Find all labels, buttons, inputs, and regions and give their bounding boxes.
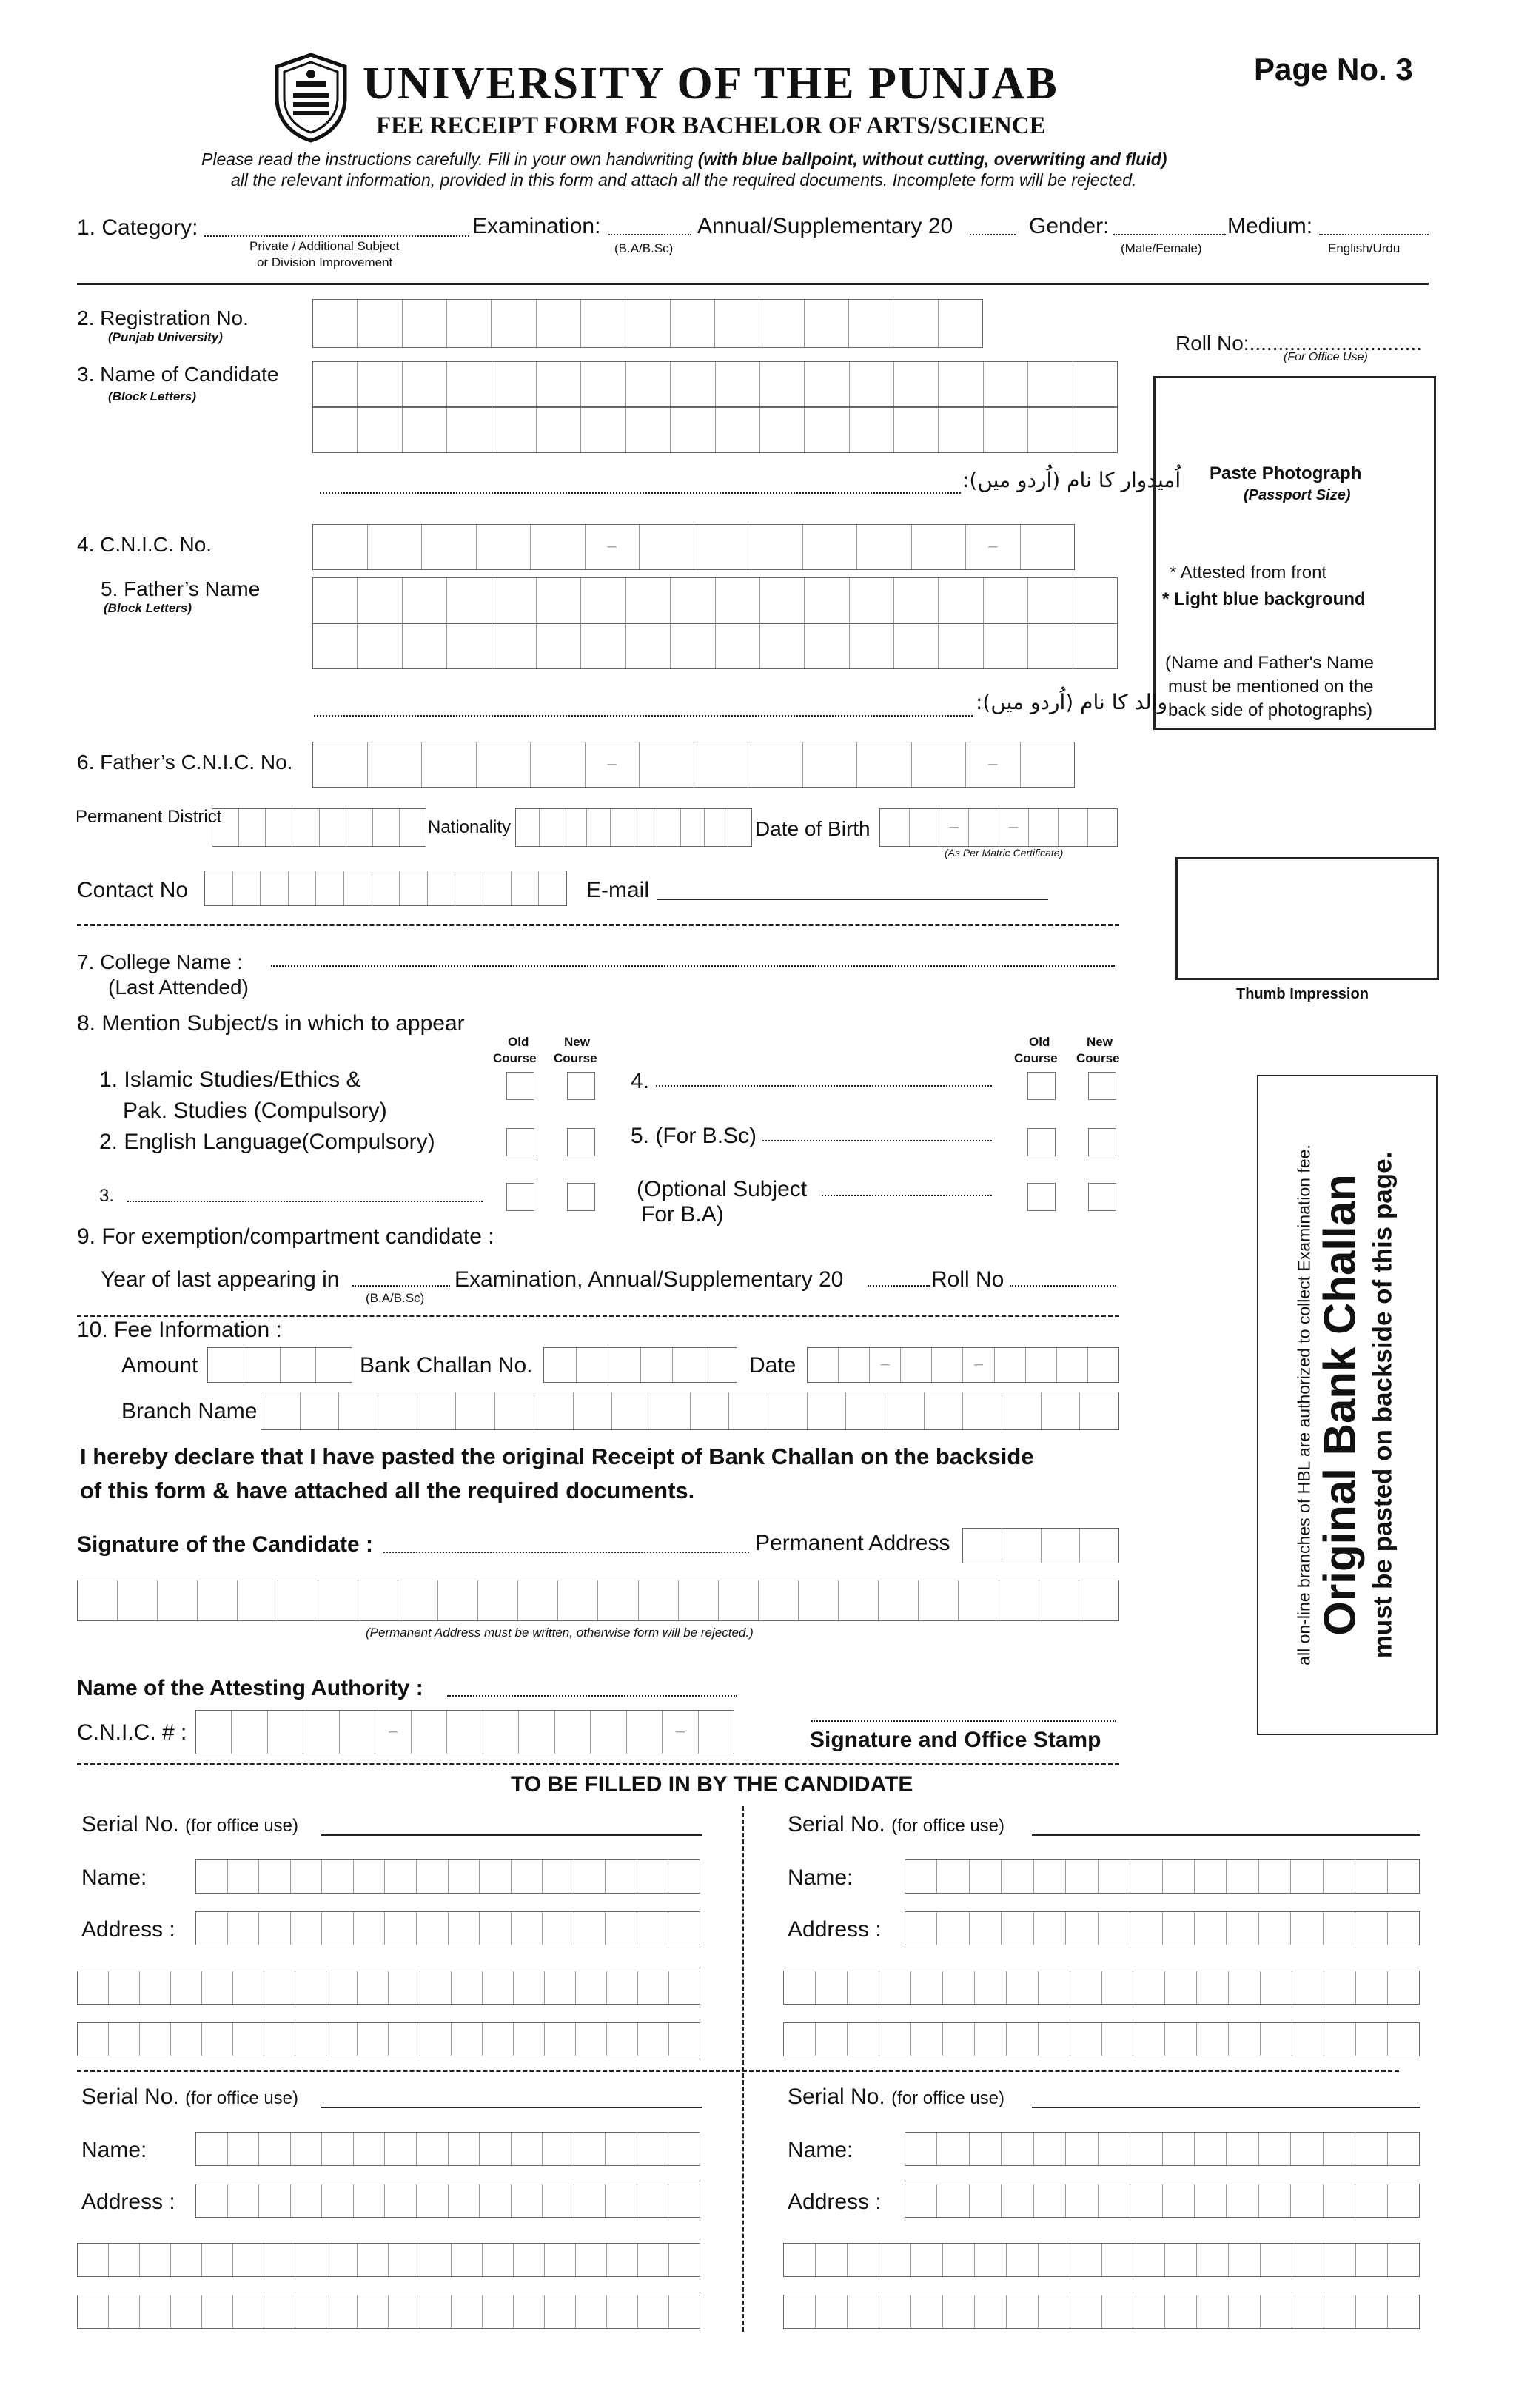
slip1-serial-field[interactable]	[321, 1834, 702, 1836]
slip2-address-boxes-1[interactable]	[905, 1911, 1420, 1945]
name-boxes-row-1[interactable]	[312, 361, 1118, 407]
challan-note: all on-line branches of HBL are authorized to collect Examination fee.	[1294, 1144, 1314, 1666]
name-hint: (Block Letters)	[108, 389, 197, 403]
slip1-name-boxes[interactable]	[195, 1859, 700, 1894]
slip3-address-boxes-2[interactable]	[77, 2243, 700, 2277]
subject-1-new-checkbox[interactable]	[567, 1072, 595, 1100]
attesting-authority-field[interactable]	[447, 1695, 737, 1697]
amount-boxes[interactable]	[207, 1347, 352, 1383]
examination-hint: (B.A/B.Sc)	[614, 241, 674, 255]
subject-4-new-checkbox[interactable]	[1088, 1072, 1116, 1100]
photo-note-3b: must be mentioned on the	[1168, 677, 1374, 697]
father-name-urdu-field[interactable]	[314, 715, 973, 717]
slip1-name-label: Name:	[81, 1865, 147, 1890]
date-label: Date	[749, 1353, 796, 1378]
divider-1	[77, 924, 1119, 926]
category-hint-1: Private / Additional Subject	[249, 239, 400, 253]
permanent-address-boxes-2[interactable]	[77, 1580, 1119, 1621]
examination-field[interactable]	[608, 234, 691, 235]
email-field[interactable]	[657, 899, 1048, 900]
slip2-address-boxes-2[interactable]	[783, 1971, 1420, 2005]
nationality-label: Nationality	[428, 817, 512, 837]
registration-label: 2. Registration No.	[77, 306, 249, 329]
slip4-address-boxes-2[interactable]	[783, 2243, 1420, 2277]
annual-year-field[interactable]	[970, 234, 1016, 235]
nationality-boxes[interactable]	[515, 808, 752, 847]
office-stamp-field[interactable]	[811, 1720, 1116, 1722]
new-course-head-1: New	[564, 1035, 590, 1049]
slip1-address-boxes-2[interactable]	[77, 1971, 700, 2005]
signature-field[interactable]	[383, 1552, 749, 1553]
slip2-serial-field[interactable]	[1032, 1834, 1420, 1836]
registration-boxes[interactable]	[312, 299, 983, 348]
new-course-head-2: New	[1087, 1035, 1113, 1049]
photo-note-3c: back side of photographs)	[1168, 700, 1373, 720]
medium-field[interactable]	[1319, 234, 1429, 235]
slip3-serial-field[interactable]	[321, 2107, 702, 2108]
challan-title: Original Bank Challan	[1315, 1174, 1365, 1636]
father-cnic-boxes[interactable]	[312, 742, 1075, 788]
exemption-label: 9. For exemption/compartment candidate :	[77, 1224, 494, 1249]
header-divider	[77, 283, 1429, 285]
subject-5-field[interactable]	[762, 1140, 992, 1141]
college-label: 7. College Name :	[77, 950, 244, 973]
fee-label: 10. Fee Information :	[77, 1318, 282, 1342]
declaration-line-2: of this form & have attached all the required documents.	[80, 1478, 695, 1503]
slip3-address-label: Address :	[81, 2190, 175, 2214]
father-name-hint: (Block Letters)	[104, 601, 192, 615]
photo-note-3a: (Name and Father's Name	[1165, 653, 1375, 673]
exemption-roll-label: Roll No	[931, 1267, 1004, 1292]
district-boxes[interactable]	[212, 808, 426, 847]
exemption-year-field[interactable]	[352, 1285, 450, 1287]
slip1-address-boxes-1[interactable]	[195, 1911, 700, 1945]
slip2-serial-label: Serial No. (for office use)	[788, 1812, 1005, 1837]
branch-boxes[interactable]	[261, 1392, 1119, 1430]
subject-4-field[interactable]	[656, 1085, 992, 1087]
slip4-address-boxes-1[interactable]	[905, 2184, 1420, 2218]
slip2-address-boxes-3[interactable]	[783, 2022, 1420, 2056]
subject-4-old-checkbox[interactable]	[1027, 1072, 1056, 1100]
slip2-name-boxes[interactable]	[905, 1859, 1420, 1894]
branch-label: Branch Name	[121, 1399, 258, 1423]
amount-label: Amount	[121, 1353, 198, 1378]
divider-2	[77, 1315, 1119, 1317]
form-title: FEE RECEIPT FORM FOR BACHELOR OF ARTS/SCIENCE	[376, 113, 1046, 139]
challan-label: Bank Challan No.	[360, 1353, 533, 1378]
registration-hint: (Punjab University)	[108, 330, 223, 344]
photo-note-2: * Light blue background	[1162, 589, 1366, 609]
father-name-label: 5. Father’s Name	[101, 577, 261, 600]
subject-2: 2. English Language(Compulsory)	[99, 1130, 435, 1154]
gender-field[interactable]	[1113, 234, 1226, 235]
father-name-boxes-row-1[interactable]	[312, 577, 1118, 623]
roll-no-hint: (For Office Use)	[1284, 351, 1368, 363]
examination-label: Examination:	[472, 214, 601, 238]
college-hint: (Last Attended)	[108, 976, 249, 999]
subject-3-field[interactable]	[127, 1201, 483, 1202]
annual-label: Annual/Supplementary 20	[697, 214, 953, 238]
challan-boxes[interactable]	[543, 1347, 737, 1383]
subject-6-old-checkbox[interactable]	[1027, 1183, 1056, 1211]
name-boxes-row-2[interactable]	[312, 407, 1118, 453]
roll-no-label: Roll No:..............................	[1175, 332, 1422, 355]
father-name-boxes-row-2[interactable]	[312, 623, 1118, 669]
category-hint-2: or Division Improvement	[257, 255, 393, 269]
slip3-name-label: Name:	[81, 2138, 147, 2162]
medium-label: Medium:	[1227, 214, 1313, 238]
subject-3-label: 3.	[99, 1186, 115, 1206]
subject-5-label: 5. (For B.Sc)	[631, 1124, 757, 1148]
email-label: E-mail	[586, 878, 650, 902]
attest-cnic-boxes[interactable]	[195, 1710, 734, 1754]
dob-hint: (As Per Matric Certificate)	[945, 847, 1064, 859]
subject-2-old-checkbox[interactable]	[506, 1128, 534, 1156]
gender-hint: (Male/Female)	[1121, 241, 1202, 255]
new-course-head-1b: Course	[554, 1051, 597, 1065]
exemption-roll-field[interactable]	[1010, 1285, 1116, 1287]
slip1-address-label: Address :	[81, 1917, 175, 1942]
photo-size: (Passport Size)	[1244, 487, 1351, 503]
cnic-boxes[interactable]	[312, 524, 1075, 570]
district-label: Permanent District	[76, 807, 222, 827]
subject-5-new-checkbox[interactable]	[1088, 1128, 1116, 1156]
slip2-address-label: Address :	[788, 1917, 882, 1942]
candidate-vertical-divider	[742, 1806, 744, 2332]
subject-4-label: 4.	[631, 1069, 650, 1093]
subject-1b: Pak. Studies (Compulsory)	[123, 1099, 387, 1123]
medium-hint: English/Urdu	[1328, 241, 1401, 255]
thumb-impression-label: Thumb Impression	[1236, 986, 1369, 1002]
subjects-label: 8. Mention Subject/s in which to appear	[77, 1011, 465, 1036]
old-course-head-2: Old	[1029, 1035, 1050, 1049]
contact-boxes[interactable]	[204, 871, 567, 906]
slip3-address-boxes-3[interactable]	[77, 2295, 700, 2329]
dob-label: Date of Birth	[755, 817, 871, 840]
thumb-impression-box[interactable]	[1175, 857, 1439, 980]
subject-6-field[interactable]	[822, 1195, 992, 1196]
subject-6a: (Optional Subject	[637, 1177, 808, 1201]
photo-title: Paste Photograph	[1210, 463, 1362, 483]
new-course-head-2b: Course	[1076, 1051, 1120, 1065]
candidate-section-title: TO BE FILLED IN BY THE CANDIDATE	[511, 1772, 913, 1797]
challan-vertical-text	[1295, 1087, 1401, 1723]
fee-date-boxes[interactable]	[807, 1347, 1119, 1383]
attest-cnic-label: C.N.I.C. # :	[77, 1720, 187, 1745]
university-title: UNIVERSITY OF THE PUNJAB	[363, 58, 1059, 109]
dob-boxes[interactable]	[879, 808, 1118, 847]
attesting-authority-label: Name of the Attesting Authority :	[77, 1676, 423, 1700]
name-label: 3. Name of Candidate	[77, 363, 279, 386]
college-field[interactable]	[271, 965, 1115, 967]
subject-3-new-checkbox[interactable]	[567, 1183, 595, 1211]
slip4-name-label: Name:	[788, 2138, 853, 2162]
father-name-urdu-label: والد کا نام (اُردو میں):	[976, 690, 1167, 714]
exemption-hint: (B.A/B.Sc)	[366, 1291, 425, 1305]
permanent-address-boxes-1[interactable]	[962, 1528, 1119, 1563]
declaration-line-1: I hereby declare that I have pasted the original Receipt of Bank Challan on the backside	[80, 1443, 1034, 1469]
office-stamp-label: Signature and Office Stamp	[810, 1728, 1101, 1752]
subject-1a: 1. Islamic Studies/Ethics &	[99, 1067, 361, 1092]
subject-6-new-checkbox[interactable]	[1088, 1183, 1116, 1211]
exemption-year-label: Year of last appearing in	[101, 1267, 340, 1292]
instructions-line-2: all the relevant information, provided in this form and attach all the required documents. Incomplete form will be rejected.	[231, 170, 1137, 190]
slip4-serial-field[interactable]	[1032, 2107, 1420, 2108]
exemption-exam-year-field[interactable]	[868, 1285, 930, 1287]
subject-2-new-checkbox[interactable]	[567, 1128, 595, 1156]
slip1-address-boxes-3[interactable]	[77, 2022, 700, 2056]
page-number: Page No. 3	[1254, 52, 1413, 87]
father-cnic-label: 6. Father’s C.N.I.C. No.	[77, 751, 293, 774]
subject-5-old-checkbox[interactable]	[1027, 1128, 1056, 1156]
permanent-address-label: Permanent Address	[755, 1531, 950, 1555]
slip4-name-boxes[interactable]	[905, 2132, 1420, 2166]
contact-label: Contact No	[77, 878, 189, 902]
subject-6b: For B.A)	[641, 1202, 724, 1227]
challan-subtitle: must be pasted on backside of this page.	[1368, 1151, 1398, 1659]
slip4-address-label: Address :	[788, 2190, 882, 2214]
slip4-serial-label: Serial No. (for office use)	[788, 2085, 1005, 2109]
slip3-name-boxes[interactable]	[195, 2132, 700, 2166]
university-crest-logo	[271, 52, 351, 144]
exemption-exam-label: Examination, Annual/Supplementary 20	[455, 1267, 844, 1292]
old-course-head-1b: Course	[493, 1051, 537, 1065]
old-course-head-2b: Course	[1014, 1051, 1058, 1065]
signature-label: Signature of the Candidate :	[77, 1532, 374, 1557]
name-urdu-field[interactable]	[320, 492, 961, 494]
category-field[interactable]	[204, 235, 469, 237]
slip4-address-boxes-3[interactable]	[783, 2295, 1420, 2329]
candidate-horizontal-divider	[77, 2070, 1399, 2072]
subject-1-old-checkbox[interactable]	[506, 1072, 534, 1100]
slip2-name-label: Name:	[788, 1865, 853, 1890]
instructions-line-1: Please read the instructions carefully. Fill in your own handwriting (with blue ballpoint, without cutting, overwriting and fluid)	[201, 150, 1167, 169]
subject-3-old-checkbox[interactable]	[506, 1183, 534, 1211]
divider-3	[77, 1763, 1119, 1765]
slip1-serial-label: Serial No. (for office use)	[81, 1812, 299, 1837]
gender-label: Gender:	[1029, 214, 1110, 238]
cnic-label: 4. C.N.I.C. No.	[77, 533, 212, 556]
photo-note-1: * Attested from front	[1170, 563, 1327, 583]
name-urdu-label: اُمیدوار کا نام (اُردو میں):	[962, 468, 1181, 492]
category-label: 1. Category:	[77, 215, 198, 240]
permanent-address-hint: (Permanent Address must be written, otherwise form will be rejected.)	[366, 1626, 754, 1640]
old-course-head-1: Old	[508, 1035, 529, 1049]
slip3-address-boxes-1[interactable]	[195, 2184, 700, 2218]
slip3-serial-label: Serial No. (for office use)	[81, 2085, 299, 2109]
